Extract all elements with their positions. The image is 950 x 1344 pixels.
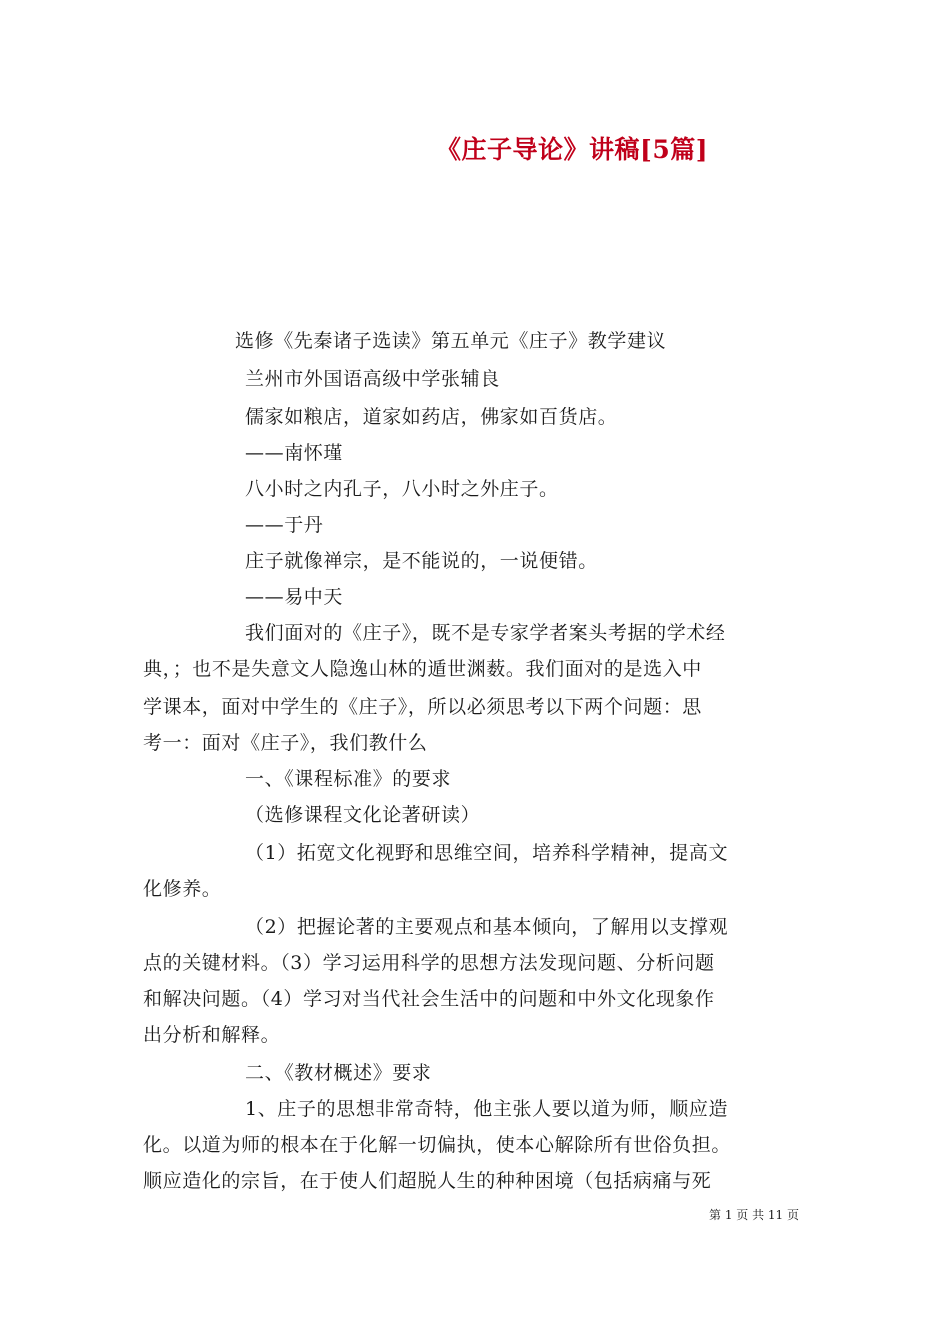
- body-paragraph-line: 顺应造化的宗旨，在于使人们超脱人生的种种困境（包括病痛与死: [143, 1170, 712, 1192]
- body-paragraph-line: 典，；也不是失意文人隐逸山林的遁世渊薮。我们面对的是选入中: [143, 658, 702, 680]
- document-title: 《庄子导论》讲稿[5篇]: [436, 135, 709, 164]
- quote-line: 庄子就像禅宗，是不能说的，一说便错。: [245, 550, 598, 572]
- body-paragraph-line: 点的关键材料。（3）学习运用科学的思想方法发现问题、分析问题: [143, 952, 715, 974]
- body-paragraph-line: 考一：面对《庄子》，我们教什么: [143, 732, 428, 754]
- quote-attribution: ——南怀瑾: [245, 442, 344, 464]
- body-paragraph-line: 化。以道为师的根本在于化解一切偏执，使本心解除所有世俗负担。: [143, 1134, 732, 1156]
- quote-attribution: ——易中天: [245, 586, 344, 608]
- body-paragraph-line: 学课本，面对中学生的《庄子》，所以必须思考以下两个问题：思: [143, 696, 702, 718]
- section-subheading: （选修课程文化论著研读）: [245, 804, 481, 826]
- body-paragraph-line: 出分析和解释。: [143, 1024, 281, 1046]
- body-paragraph-line: 和解决问题。（4）学习对当代社会生活中的问题和中外文化现象作: [143, 988, 715, 1010]
- body-paragraph-line: （2）把握论著的主要观点和基本倾向，了解用以支撑观: [245, 916, 729, 938]
- quote-line: 儒家如粮店，道家如药店，佛家如百货店。: [245, 406, 618, 428]
- section-heading: 一、《课程标准》的要求: [245, 768, 452, 790]
- quote-line: 八小时之内孔子，八小时之外庄子。: [245, 478, 559, 500]
- author-line: 兰州市外国语高级中学张辅良: [245, 368, 500, 390]
- page-number-footer: 第 1 页 共 11 页: [709, 1208, 799, 1222]
- body-paragraph-line: （1）拓宽文化视野和思维空间，培养科学精神，提高文: [245, 842, 729, 864]
- quote-attribution: ——于丹: [245, 514, 324, 536]
- body-paragraph-line: 1、庄子的思想非常奇特，他主张人要以道为师，顺应造: [245, 1098, 729, 1120]
- section-heading: 二、《教材概述》要求: [245, 1062, 432, 1084]
- body-paragraph-line: 化修养。: [143, 878, 222, 900]
- body-paragraph-line: 我们面对的《庄子》，既不是专家学者案头考据的学术经: [245, 622, 726, 644]
- subtitle-line: 选修《先秦诸子选读》第五单元《庄子》教学建议: [235, 330, 667, 352]
